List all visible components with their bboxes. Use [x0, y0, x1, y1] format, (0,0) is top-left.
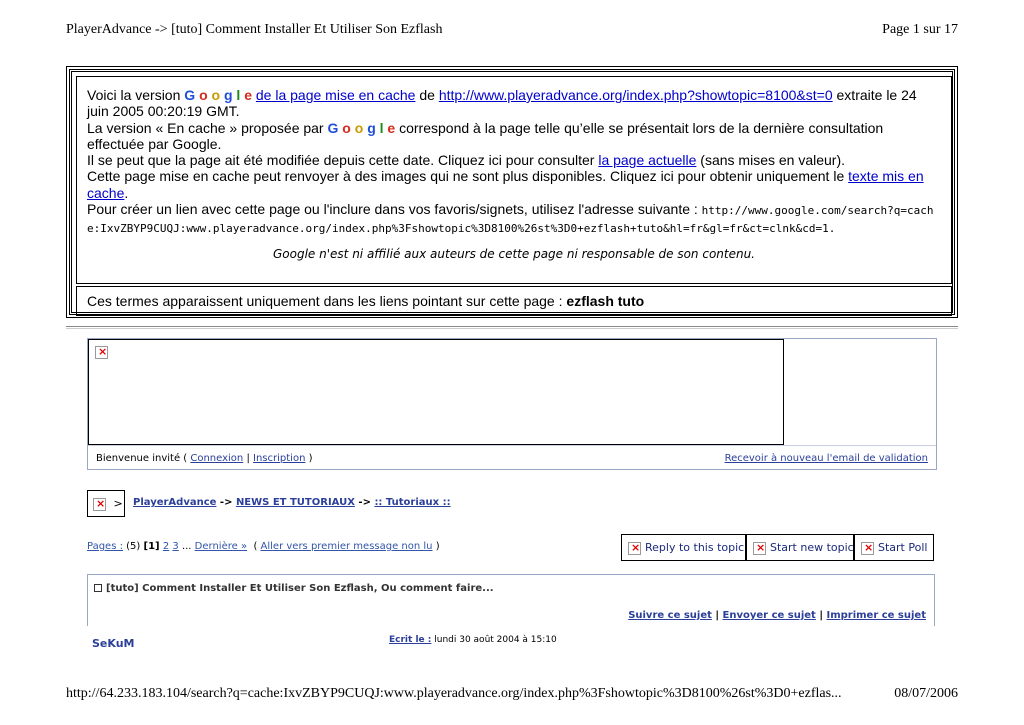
user-bar [88, 445, 936, 469]
post-permalink[interactable]: Ecrit le : [389, 635, 432, 645]
print-url: http://64.233.183.104/search?q=cache:IxvZBYP9CUQJ:www.playeradvance.org/index.php%3Fshowtopic%3D8100%26st%3D0+ezflas... [66, 686, 842, 701]
start-poll-button[interactable]: × Start Poll [854, 534, 934, 561]
cache-terms-note: Ces termes apparaissent uniquement dans les liens pointant sur cette page : ezflash tuto [76, 286, 952, 316]
breadcrumb-tutoriaux[interactable]: :: Tutoriaux :: [374, 497, 451, 508]
print-date: 08/07/2006 [894, 686, 958, 701]
login-link[interactable]: Connexion [190, 453, 244, 464]
follow-topic-link[interactable]: Suivre ce sujet [628, 610, 712, 621]
new-topic-button[interactable]: × Start new topic [746, 534, 854, 561]
topic-title: [tuto] Comment Installer Et Utiliser Son Ezflash, Ou comment faire... [94, 583, 494, 594]
first-unread-link[interactable]: Aller vers premier message non lu [260, 541, 433, 552]
post-author[interactable]: SeKuM [92, 637, 135, 650]
broken-image-icon [95, 346, 108, 359]
topic-checkbox-icon [94, 584, 102, 592]
breadcrumb-playeradvance[interactable]: PlayerAdvance [133, 497, 217, 508]
cache-text: Voici la version [87, 87, 181, 103]
reply-button[interactable]: × Reply to this topic [621, 534, 746, 561]
google-wordmark: G o o g l e [327, 119, 396, 136]
topic-actions: Suivre ce sujet | Envoyer ce sujet | Imprimer ce sujet [628, 610, 926, 621]
broken-image-icon [753, 542, 766, 555]
forum-banner [87, 338, 937, 470]
print-page-title: PlayerAdvance -> [tuto] Comment Installer Et Utiliser Son Ezflash [66, 22, 443, 37]
current-page-link[interactable]: la page actuelle [598, 152, 697, 169]
register-link[interactable]: Inscription [253, 453, 306, 464]
cache-notice-message: Voici la version G o o g l e de la page mise en cache de http://www.playeradvance.org/index.php?showtopic=8100&st=0 extraite le 24 juin 2005 00:20:19 GMT. La version « En cache » proposée par G o o g l e correspond à la page telle qu’elle se présentait lors de la dernière consultation effectuée par Google. Il se peut que la page ait été modifiée depuis cette date. Cliquez ici pour consulter la page actuelle (sans mises en valeur). Cette page mise en cache peut renvoyer à des images qui ne sont plus disponibles. Cliquez ici pour obtenir uniquement le texte mis en cache. Pour créer un lien avec cette page ou l'inclure dans vos favoris/signets, utilisez l'adresse suivante : http://www.google.com/search?q=cache:IxvZBYP9CUQJ:www.playeradvance.org/index.php%3Fshowtopic%3D8100%26st%3D0+ezflash+tuto&hl=fr&gl=fr&ct=clnk&cd=1. Google n'est ni affilié aux auteurs de cette page ni responsable de son contenu. [76, 76, 952, 284]
google-disclaimer: Google n'est ni affilié aux auteurs de cette page ni responsable de son contenu. [273, 246, 755, 261]
page-2-link[interactable]: 2 [162, 541, 170, 552]
divider [66, 326, 958, 329]
topic-header [87, 574, 935, 626]
print-topic-link[interactable]: Imprimer ce sujet [826, 610, 926, 621]
pages-label[interactable]: Pages : [87, 541, 123, 552]
current-page: [1] [143, 541, 160, 552]
cache-address: http://www.google.com/search?q=cache:IxvZBYP9CUQJ:www.playeradvance.org/index.php%3Fshowtopic%3D8100%26st%3D0+ezflash+tuto&hl=fr&gl=fr&ct=clnk&cd=1 [87, 204, 934, 236]
welcome-text: Bienvenue invité ( Connexion | Inscription ) [96, 453, 313, 464]
last-page-link[interactable]: Dernière » [194, 541, 248, 552]
print-page-number: Page 1 sur 17 [882, 22, 958, 37]
google-wordmark: G o o g l e [184, 87, 252, 103]
broken-image-icon [628, 542, 641, 555]
breadcrumb: PlayerAdvance -> NEWS ET TUTORIAUX -> :: Tutoriaux :: [133, 497, 451, 508]
cached-page-link[interactable]: de la page mise en cache [255, 87, 416, 103]
banner-image [88, 339, 784, 445]
text-only-link[interactable]: texte mis en cache [87, 168, 924, 201]
send-topic-link[interactable]: Envoyer ce sujet [722, 610, 816, 621]
resend-validation-link[interactable]: Recevoir à nouveau l'email de validation [724, 453, 928, 464]
breadcrumb-home[interactable]: × > [87, 490, 125, 517]
post-date: Ecrit le : lundi 30 août 2004 à 15:10 [389, 635, 557, 645]
google-cache-notice [66, 66, 958, 318]
source-url-link[interactable]: http://www.playeradvance.org/index.php?showtopic=8100&st=0 [438, 87, 833, 103]
page-3-link[interactable]: 3 [172, 541, 179, 552]
pagination: Pages : (5) [1] 2 3 ... Dernière » ( Aller vers premier message non lu ) [87, 541, 440, 552]
broken-image-icon [861, 542, 874, 555]
cache-notice-frame [69, 69, 955, 315]
search-terms: ezflash tuto [566, 293, 645, 309]
breadcrumb-news[interactable]: NEWS ET TUTORIAUX [235, 497, 355, 508]
broken-image-icon [93, 498, 106, 511]
